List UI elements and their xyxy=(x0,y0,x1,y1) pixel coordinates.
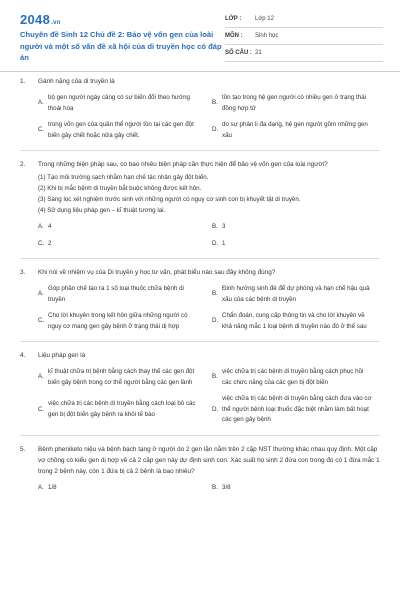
option-c[interactable] xyxy=(38,311,206,332)
option-d[interactable] xyxy=(212,311,380,332)
meta-table xyxy=(225,11,383,62)
meta-row-subject xyxy=(225,28,383,45)
question-4 xyxy=(0,350,400,426)
page-header xyxy=(0,0,400,72)
question-2 xyxy=(0,159,400,249)
option-text: kĩ thuật chữa trị bệnh bằng cách thay thế các gen đột biến gây bệnh trong cơ thể người bằng các gen lành xyxy=(48,368,195,386)
question-stem xyxy=(20,350,380,361)
question-divider xyxy=(20,341,380,342)
question-stem xyxy=(20,159,380,170)
option-text: 3 xyxy=(222,223,226,230)
option-b[interactable] xyxy=(212,284,380,305)
option-text: 4 xyxy=(48,223,52,230)
meta-row-count xyxy=(225,45,383,62)
document-title: Chuyên đề Sinh 12 Chủ đề 2: Bảo vệ vốn gen của loài người và một số vấn đề xã hội của di truyền học có đáp án xyxy=(20,30,222,62)
question-number: 3. xyxy=(20,269,26,276)
question-text: Liệu pháp gen là xyxy=(38,352,86,359)
question-number: 5. xyxy=(20,445,26,453)
option-b[interactable] xyxy=(212,222,380,233)
option-key: A. xyxy=(38,99,44,107)
option-text: Cho lời khuyên trong kết hôn giữa những người có nguy cơ mang gen gây bệnh ở trạng thái dị hợp xyxy=(48,312,188,330)
question-3 xyxy=(0,267,400,332)
option-key: D. xyxy=(212,405,219,413)
option-key: C. xyxy=(38,126,45,134)
site-logo[interactable] xyxy=(20,12,61,27)
question-1 xyxy=(0,76,400,141)
question-statements xyxy=(20,172,380,216)
option-text: việc chữa trị các bệnh di truyền bằng cách phục hồi các chức năng của các gen bị đột biến xyxy=(222,368,364,386)
option-key: A. xyxy=(38,373,44,381)
meta-value: Lớp 12 xyxy=(255,16,274,22)
option-text: việc chữa trị các bệnh di truyền bằng cách đưa vào cơ thể người bệnh loại thuốc đặc biệt nhằm làm bất hoạt các gen gây bệnh xyxy=(222,395,372,423)
logo-main: 2048 xyxy=(20,12,51,27)
option-text: Chẩn đoán, cung cấp thông tin và cho lời khuyên về khả năng mắc 1 loại bệnh di truyền nào đó ở thế sau xyxy=(222,312,367,330)
option-key: B. xyxy=(212,99,218,107)
meta-key: LỚP : xyxy=(225,16,242,22)
statement-3: (3) Sàng lọc xét nghiệm trước sinh với những người có nguy cơ sinh con bị khuyết tật di truyền. xyxy=(38,196,301,203)
meta-key: MÔN : xyxy=(225,33,243,39)
option-key: A. xyxy=(38,483,44,491)
question-5 xyxy=(0,444,400,494)
meta-key: SỐ CÂU : xyxy=(225,50,252,56)
option-a[interactable] xyxy=(38,284,206,305)
statement-4: (4) Sử dụng liệu pháp gen – kĩ thuật tương lai. xyxy=(38,207,166,214)
question-number: 2. xyxy=(20,161,26,168)
question-stem xyxy=(20,76,380,87)
option-text: Góp phần chế tạo ra 1 số loại thuốc chữa bệnh di truyền xyxy=(48,285,184,303)
option-key: D. xyxy=(212,126,219,134)
meta-row-class xyxy=(225,11,383,28)
statement-2: (2) Khi bị mắc bệnh di truyền bắt buộc không được kết hôn. xyxy=(38,185,202,192)
question-text: Trong những biện pháp sau, có bao nhiêu biện pháp cần thực hiện để bảo vệ vốn gen của loài người? xyxy=(38,161,328,168)
option-d[interactable] xyxy=(212,120,380,141)
question-text: Gánh nặng của di truyền là xyxy=(38,78,115,85)
option-c[interactable] xyxy=(38,120,206,141)
option-key: A. xyxy=(38,223,44,230)
option-b[interactable] xyxy=(212,483,380,494)
answer-options xyxy=(20,284,380,332)
option-key: B. xyxy=(212,223,218,230)
option-text: 3/8 xyxy=(222,483,231,491)
answer-options xyxy=(20,222,380,249)
option-a[interactable] xyxy=(38,367,206,388)
question-divider xyxy=(20,150,380,151)
question-number: 4. xyxy=(20,352,26,359)
option-key: C. xyxy=(38,239,45,247)
option-text: việc chữa trị các bệnh di truyền bằng cách loại bỏ các gen bị đột biến gây bệnh ra khỏi tế bào xyxy=(48,400,196,418)
option-a[interactable] xyxy=(38,93,206,114)
option-text: Đinh hướng sinh đẻ để dự phòng và hạn chế hậu quả xấu của các bệnh di truyền xyxy=(222,285,370,303)
option-c[interactable] xyxy=(38,239,206,250)
option-a[interactable] xyxy=(38,483,206,494)
option-text: 1 xyxy=(222,239,226,247)
question-text: Bệnh pheniketo niệu và bệnh bạch tạng ở người do 2 gen lặn nằm trên 2 cặp NST thường khác nhau quy định. Một cặp vợ chồng có kiểu gen dị hợp về cả 2 cặp gen này dự định sinh con. Xác suất họ sinh 2 đứa con trong đó có 1 đứa mắc 1 trong 2 bệnh này, còn 1 đứa bị cả 2 bệnh là bao nhiêu? xyxy=(38,445,380,475)
option-text: trong vốn gen của quần thể người tồn tại các gen đột biến gây chết hoặc nửa gây chết. xyxy=(48,121,194,139)
option-d[interactable] xyxy=(212,394,380,426)
option-text: bộ gen người ngày càng có sự biến đổi theo hướng thoái hóa xyxy=(48,94,190,112)
option-text: do sự phân li đa dạng, hệ gen người gồm những gen xấu xyxy=(222,121,368,139)
answer-options xyxy=(20,93,380,141)
question-stem xyxy=(20,444,380,477)
question-number: 1. xyxy=(20,78,26,85)
question-text: Khi nói về nhiệm vụ của Di truyền y học tư vấn, phát biểu nào sau đây không đúng? xyxy=(38,269,276,276)
answer-options xyxy=(20,483,380,494)
option-key: D. xyxy=(212,317,219,325)
question-list xyxy=(0,76,400,493)
option-key: B. xyxy=(212,290,218,298)
question-divider xyxy=(20,258,380,259)
header-divider xyxy=(0,71,400,72)
option-a[interactable] xyxy=(38,222,206,233)
option-text: tồn tạo trong hệ gen người có nhiều gen ở trạng thái đồng hợp tử xyxy=(222,94,367,112)
option-key: C. xyxy=(38,317,45,325)
option-key: A. xyxy=(38,290,44,298)
answer-options xyxy=(20,367,380,426)
option-text: 1/8 xyxy=(48,483,57,491)
option-key: B. xyxy=(212,373,218,381)
option-b[interactable] xyxy=(212,367,380,388)
option-text: 2 xyxy=(48,239,52,247)
option-key: B. xyxy=(212,483,218,491)
option-key: C. xyxy=(38,405,45,413)
meta-value: 21 xyxy=(255,50,262,56)
logo-suffix: .vn xyxy=(51,20,61,26)
option-d[interactable] xyxy=(212,239,380,250)
meta-value: Sinh học xyxy=(255,33,279,39)
question-divider xyxy=(20,435,380,436)
statement-1: (1) Tạo môi trường sạch nhằm hạn chế tác nhân gây đột biến. xyxy=(38,174,209,181)
question-stem xyxy=(20,267,380,278)
option-c[interactable] xyxy=(38,394,206,426)
option-b[interactable] xyxy=(212,93,380,114)
option-key: D. xyxy=(212,239,219,247)
